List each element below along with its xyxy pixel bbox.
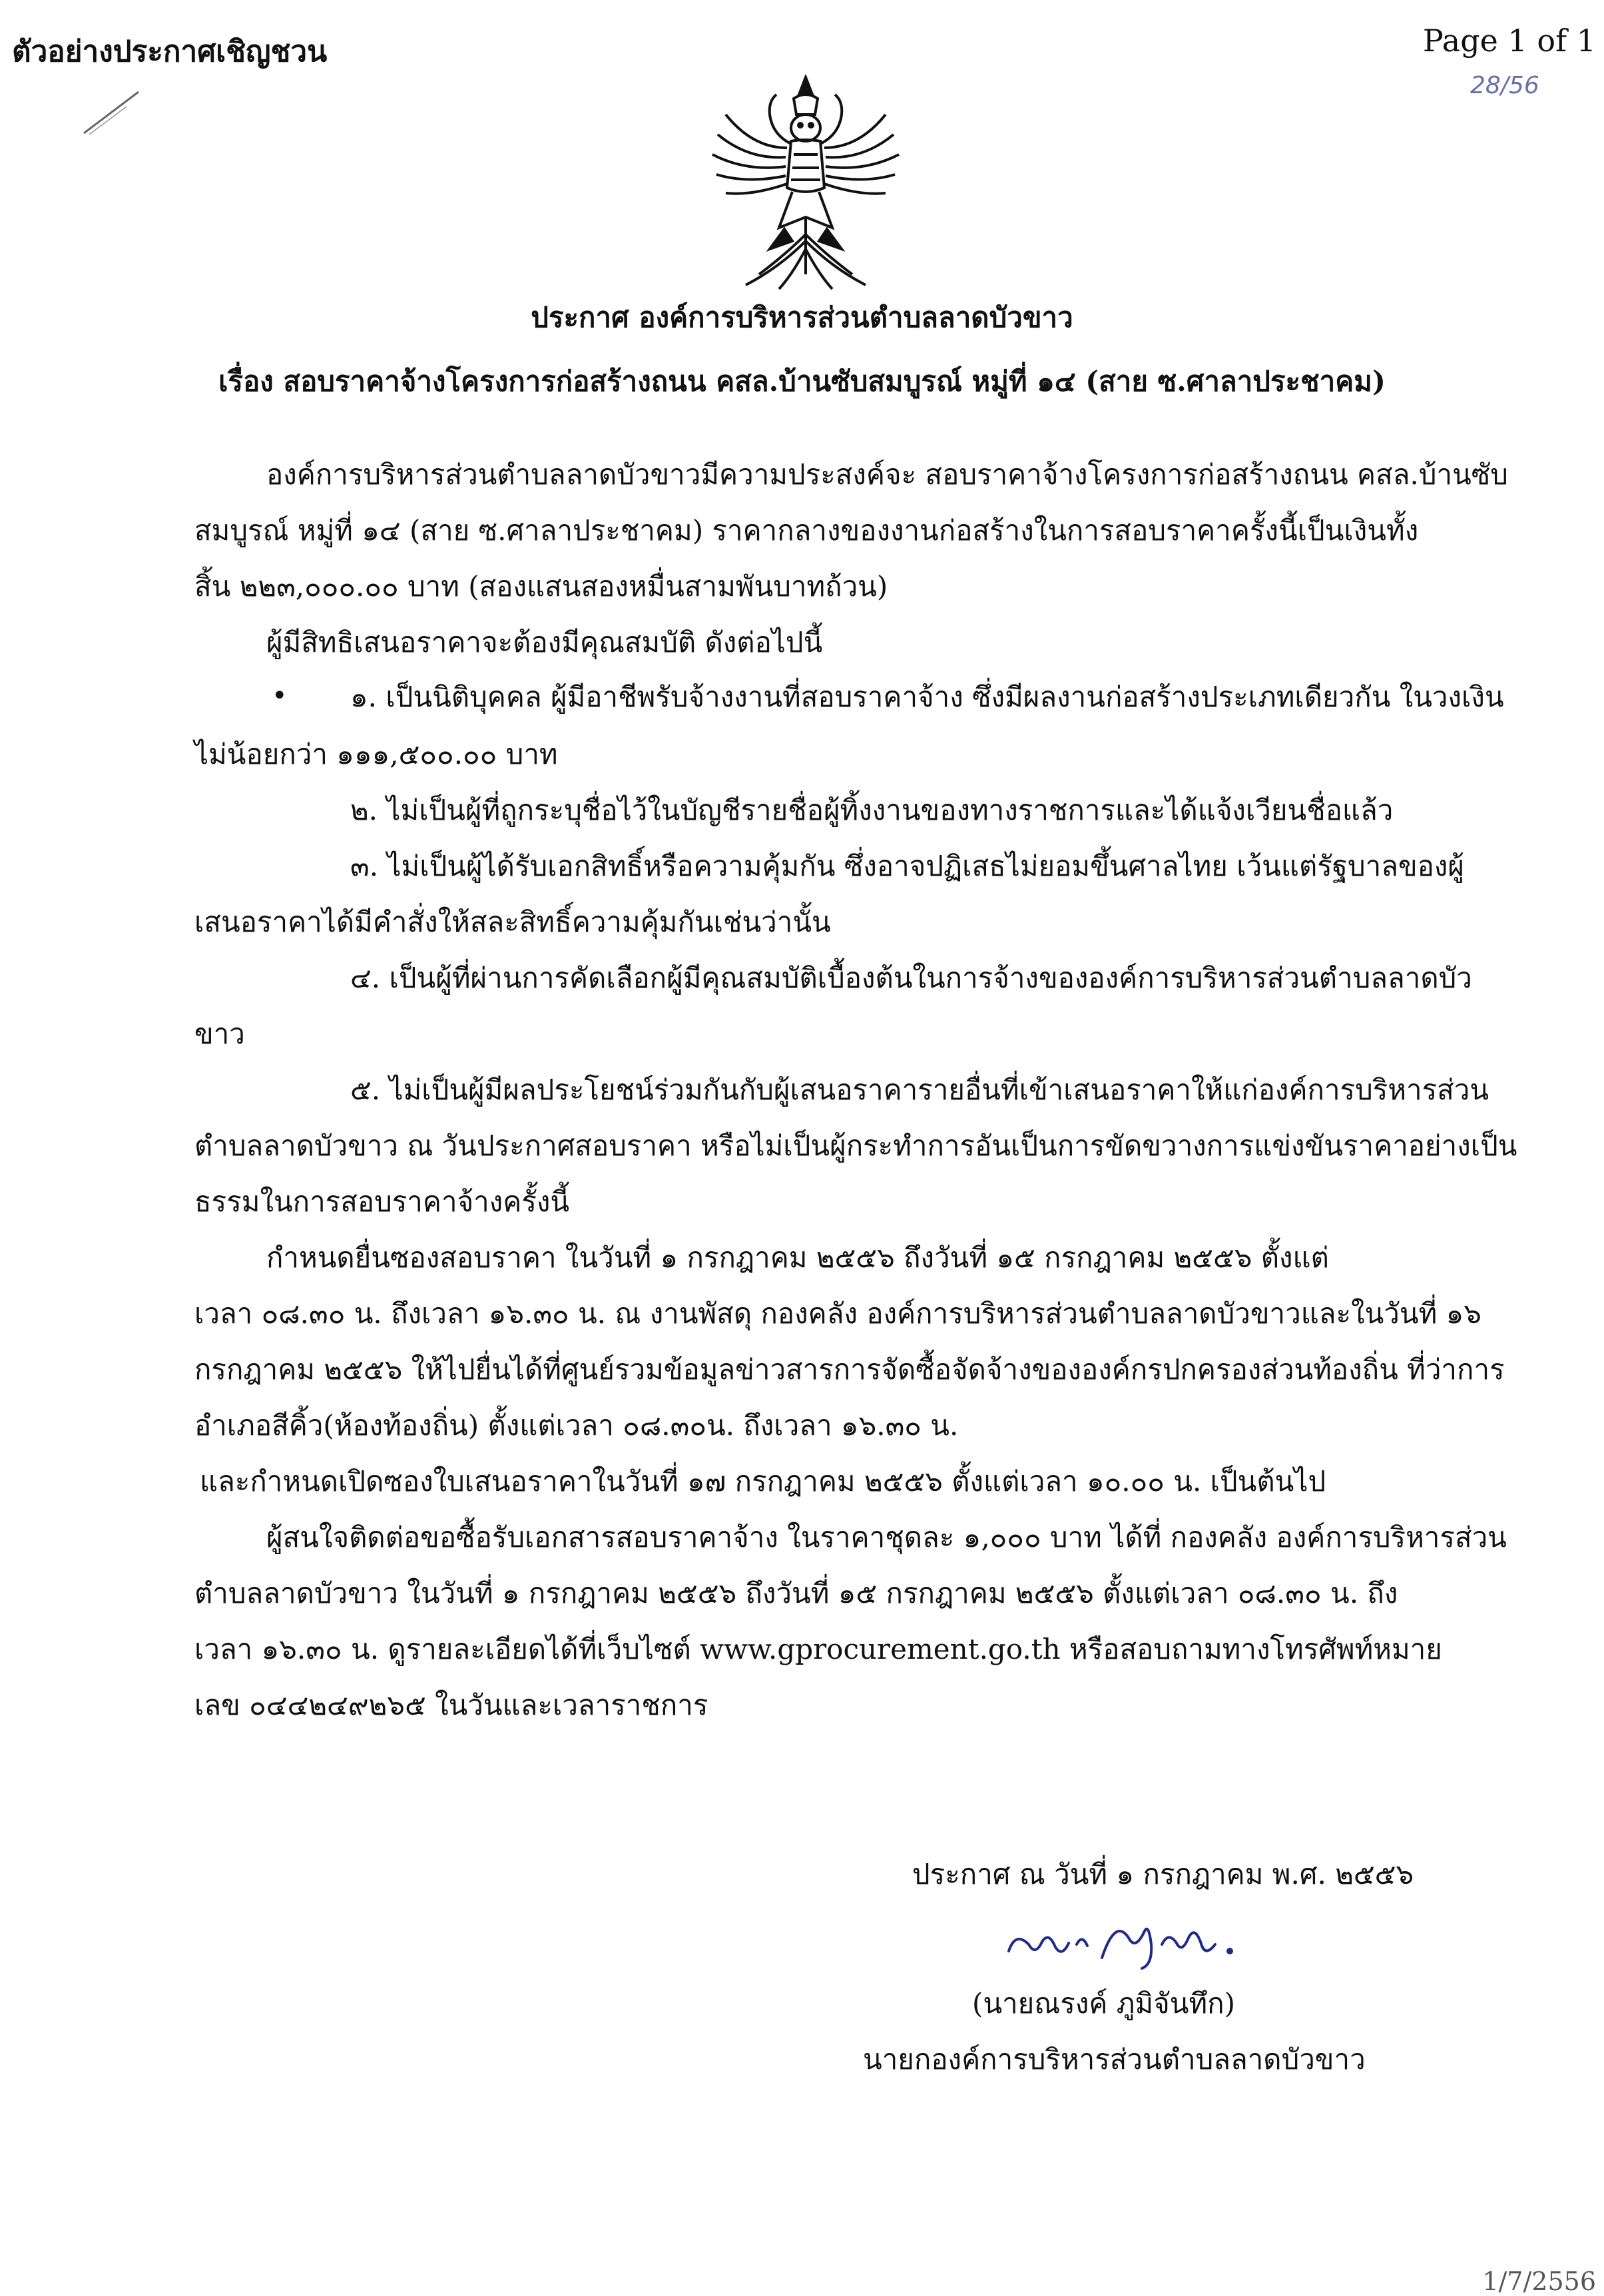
opening-line: และกำหนดเปิดซองใบเสนอราคาในวันที่ ๑๗ กรกฎาคม ๒๕๕๖ ตั้งแต่เวลา ๑๐.๐๐ น. เป็นต้นไป: [200, 1465, 1326, 1498]
signatory-name: (นายณรงค์ ภูมิจันทึก): [972, 1987, 1235, 2020]
announcement-title: ประกาศ องค์การบริหารส่วนตำบลลาดบัวขาว: [531, 301, 1073, 334]
contact-line-3: เวลา ๑๖.๓๐ น. ดูรายละเอียดได้ที่เว็บไซต์ www.gprocurement.go.th หรือสอบถามทางโทรศัพท์หมาย: [194, 1633, 1442, 1665]
qualification-4-line-1: ๔. เป็นผู้ที่ผ่านการคัดเลือกผู้มีคุณสมบัติเบื้องต้นในการจ้างขององค์การบริหารส่วนตำบลลาดบัว: [350, 962, 1472, 994]
submission-line-2: เวลา ๐๘.๓๐ น. ถึงเวลา ๑๖.๓๐ น. ณ งานพัสดุ กองคลัง องค์การบริหารส่วนตำบลลาดบัวขาวและในวันที่ ๑๖: [194, 1297, 1481, 1330]
pencil-mark-icon: [80, 85, 146, 139]
qualification-2: ๒. ไม่เป็นผู้ที่ถูกระบุชื่อไว้ในบัญชีรายชื่อผู้ทิ้งงานของทางราชการและได้แจ้งเวียนชื่อแล้ว: [350, 794, 1394, 826]
qualification-1-line-1: ๑. เป็นนิติบุคคล ผู้มีอาชีพรับจ้างงานที่สอบราคาจ้าง ซึ่งมีผลงานก่อสร้างประเภทเดียวกัน ในวงเงิน: [350, 681, 1504, 713]
submission-line-4: อำเภอสีคิ้ว(ห้องท้องถิ่น) ตั้งแต่เวลา ๐๘.๓๐น. ถึงเวลา ๑๖.๓๐ น.: [194, 1409, 959, 1442]
intro-line-3: สิ้น ๒๒๓,๐๐๐.๐๐ บาท (สองแสนสองหมื่นสามพันบาทถ้วน): [194, 570, 888, 603]
qualification-3-line-2: เสนอราคาได้มีคำสั่งให้สละสิทธิ์ความคุ้มกันเช่นว่านั้น: [194, 906, 831, 938]
page-indicator: Page 1 of 1: [1422, 23, 1596, 59]
intro-line-2: สมบูรณ์ หมู่ที่ ๑๔ (สาย ซ.ศาลาประชาคม) ราคากลางของงานก่อสร้างในการสอบราคาครั้งนี้เป็นเงินทั้ง: [194, 514, 1419, 547]
qualification-3-line-1: ๓. ไม่เป็นผู้ได้รับเอกสิทธิ์หรือความคุ้มกัน ซึ่งอาจปฏิเสธไม่ยอมขึ้นศาลไทย เว้นแต่รัฐบาลของผู้: [350, 850, 1465, 882]
signatory-position: นายกองค์การบริหารส่วนตำบลลาดบัวขาว: [863, 2043, 1366, 2076]
header-caption: ตัวอย่างประกาศเชิญชวน: [12, 35, 328, 69]
garuda-emblem-icon: [706, 75, 906, 292]
handwritten-signature-icon: [1002, 1904, 1268, 1974]
contact-line-1: ผู้สนใจติดต่อขอซื้อรับเอกสารสอบราคาจ้าง ในราคาชุดละ ๑,๐๐๐ บาท ได้ที่ กองคลัง องค์การบริหารส่วน: [266, 1521, 1507, 1554]
footer-date: 1/7/2556: [1482, 2267, 1596, 2296]
qualifications-heading: ผู้มีสิทธิเสนอราคาจะต้องมีคุณสมบัติ ดังต่อไปนี้: [266, 626, 823, 659]
intro-line-1: องค์การบริหารส่วนตำบลลาดบัวขาวมีความประสงค์จะ สอบราคาจ้างโครงการก่อสร้างถนน คสล.บ้านซับ: [266, 458, 1508, 491]
qualification-4-line-2: ขาว: [194, 1017, 245, 1050]
qualification-5-line-1: ๕. ไม่เป็นผู้มีผลประโยชน์ร่วมกันกับผู้เสนอราคารายอื่นที่เข้าเสนอราคาให้แก่องค์การบริหารส่วน: [350, 1073, 1489, 1106]
submission-line-1: กำหนดยื่นซองสอบราคา ในวันที่ ๑ กรกฎาคม ๒๕๕๖ ถึงวันที่ ๑๕ กรกฎาคม ๒๕๕๖ ตั้งแต่: [266, 1241, 1329, 1274]
qualification-5-line-3: ธรรมในการสอบราคาจ้างครั้งนี้: [194, 1185, 570, 1218]
submission-line-3: กรกฎาคม ๒๕๕๖ ให้ไปยื่นได้ที่ศูนย์รวมข้อมูลข่าวสารการจัดซื้อจัดจ้างขององค์กรปกครองส่วนท้องถิ่น ที่ว่าการ: [194, 1353, 1505, 1386]
contact-line-4: เลข ๐๔๔๒๔๙๒๖๕ ในวันและเวลาราชการ: [194, 1689, 708, 1721]
handwritten-reference: 28/56: [1470, 72, 1539, 99]
bullet-mark: •: [272, 681, 288, 711]
contact-line-2: ตำบลลาดบัวขาว ในวันที่ ๑ กรกฎาคม ๒๕๕๖ ถึงวันที่ ๑๕ กรกฎาคม ๒๕๕๖ ตั้งแต่เวลา ๐๘.๓๐ น. ถึง: [194, 1577, 1398, 1609]
announcement-subject: เรื่อง สอบราคาจ้างโครงการก่อสร้างถนน คสล.บ้านซับสมบูรณ์ หมู่ที่ ๑๔ (สาย ซ.ศาลาประชาคม): [218, 365, 1386, 398]
qualification-5-line-2: ตำบลลาดบัวขาว ณ วันประกาศสอบราคา หรือไม่เป็นผู้กระทำการอันเป็นการขัดขวางการแข่งขันราคาอย่างเป็น: [194, 1129, 1517, 1162]
announce-date: ประกาศ ณ วันที่ ๑ กรกฎาคม พ.ศ. ๒๕๕๖: [912, 1858, 1414, 1890]
qualification-1-line-2: ไม่น้อยกว่า ๑๑๑,๕๐๐.๐๐ บาท: [194, 738, 558, 770]
